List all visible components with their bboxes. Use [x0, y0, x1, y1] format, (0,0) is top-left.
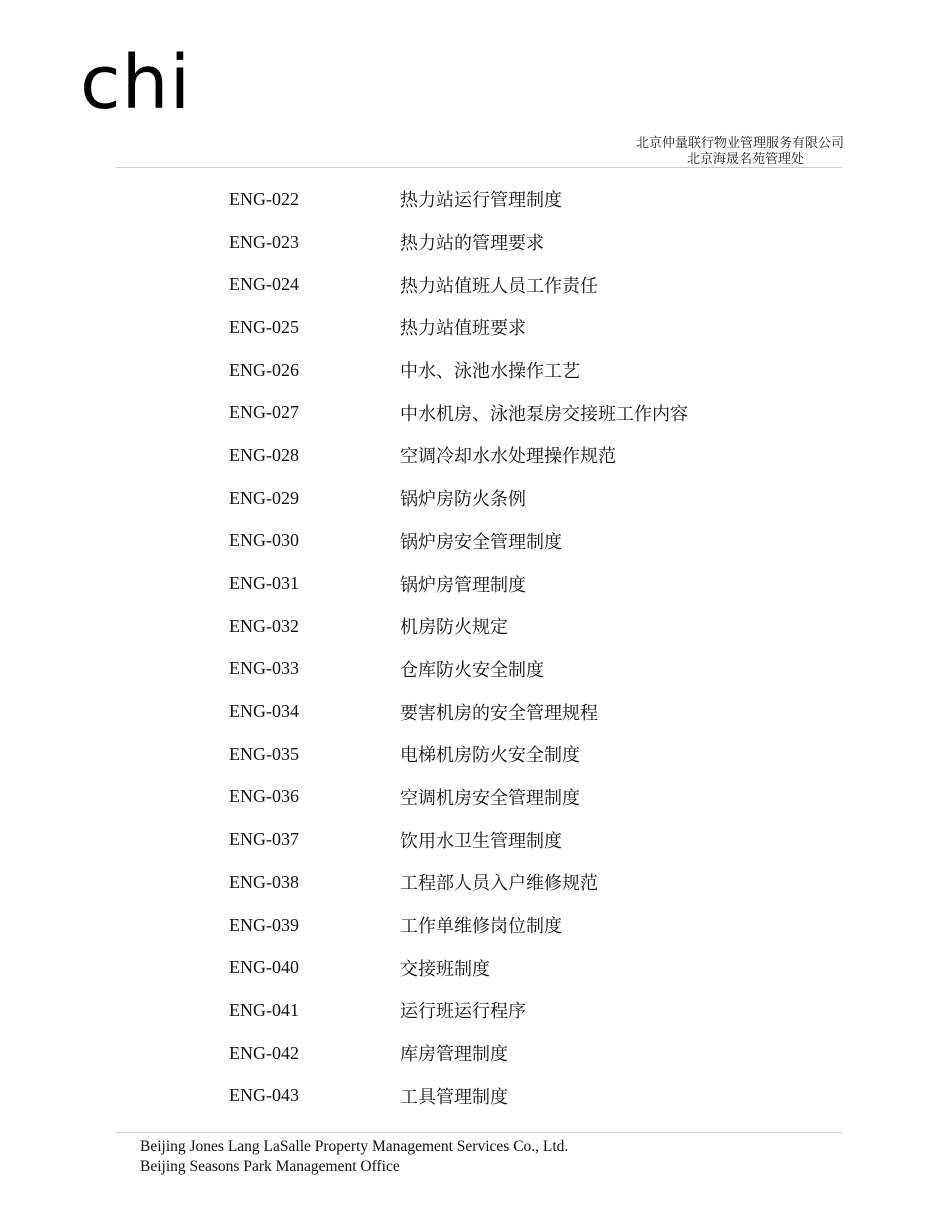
document-code: ENG-027: [229, 402, 299, 423]
document-title: 锅炉房管理制度: [400, 574, 526, 595]
footer: [140, 1137, 568, 1176]
company-name-en: Beijing Jones Lang LaSalle Property Management Services Co., Ltd.: [140, 1138, 569, 1155]
document-code: ENG-032: [229, 615, 299, 636]
document-code: ENG-038: [229, 871, 299, 892]
office-name-en: Beijing Seasons Park Management Office: [140, 1157, 400, 1175]
document-title: 热力站值班人员工作责任: [400, 275, 598, 296]
list-item: [229, 818, 829, 861]
document-title: 热力站的管理要求: [400, 233, 544, 254]
document-code: ENG-030: [229, 530, 299, 551]
document-title: 工作单维修岗位制度: [400, 916, 562, 937]
list-item: [229, 946, 829, 989]
list-item: [229, 562, 829, 605]
list-item: [229, 391, 829, 434]
list-item: [229, 1074, 829, 1117]
list-item: [229, 776, 829, 819]
document-title: 空调机房安全管理制度: [400, 787, 580, 808]
document-code: ENG-024: [229, 274, 299, 295]
list-item: [229, 605, 829, 648]
document-title: 工程部人员入户维修规范: [400, 873, 598, 894]
document-code: ENG-028: [229, 444, 299, 465]
footer-divider: [116, 1132, 842, 1133]
list-item: [229, 733, 829, 776]
document-title: 仓库防火安全制度: [400, 659, 544, 680]
document-code: ENG-033: [229, 658, 299, 679]
document-code: ENG-034: [229, 701, 299, 722]
document-title: 空调冷却水水处理操作规范: [400, 446, 616, 467]
document-title: 工具管理制度: [400, 1086, 508, 1107]
list-item: [229, 1032, 829, 1075]
company-logo: chi: [80, 40, 192, 126]
document-title: 中水机房、泳池泵房交接班工作内容: [400, 403, 688, 424]
document-code: ENG-036: [229, 786, 299, 807]
document-code: ENG-035: [229, 743, 299, 764]
document-code: ENG-026: [229, 359, 299, 380]
document-code: ENG-040: [229, 957, 299, 978]
document-title: 库房管理制度: [400, 1044, 508, 1065]
list-item: [229, 989, 829, 1032]
header-company-info: [636, 135, 844, 167]
document-code: ENG-041: [229, 999, 299, 1020]
list-item: [229, 520, 829, 563]
document-title: 热力站运行管理制度: [400, 190, 562, 211]
list-item: [229, 861, 829, 904]
document-title: 热力站值班要求: [400, 318, 526, 339]
document-title: 机房防火规定: [400, 617, 508, 638]
list-item: [229, 306, 829, 349]
document-code: ENG-037: [229, 829, 299, 850]
document-title: 锅炉房防火条例: [400, 489, 526, 510]
document-title: 电梯机房防火安全制度: [400, 745, 580, 766]
list-item: [229, 434, 829, 477]
document-code: ENG-022: [229, 188, 299, 209]
document-title: 运行班运行程序: [400, 1001, 526, 1022]
list-item: [229, 349, 829, 392]
list-item: [229, 221, 829, 264]
document-title: 饮用水卫生管理制度: [400, 830, 562, 851]
header-divider: [116, 167, 842, 168]
document-index-list: [229, 178, 829, 1117]
document-code: ENG-029: [229, 487, 299, 508]
document-title: 交接班制度: [400, 958, 490, 979]
document-code: ENG-023: [229, 231, 299, 252]
list-item: [229, 648, 829, 691]
document-title: 中水、泳池水操作工艺: [400, 361, 580, 382]
document-code: ENG-043: [229, 1085, 299, 1106]
document-title: 要害机房的安全管理规程: [400, 702, 598, 723]
list-item: [229, 178, 829, 221]
list-item: [229, 477, 829, 520]
office-name-cn: 北京海晟名苑管理处: [686, 151, 804, 166]
company-name-cn: 北京仲量联行物业管理服务有限公司: [635, 135, 844, 150]
document-code: ENG-042: [229, 1042, 299, 1063]
document-code: ENG-039: [229, 914, 299, 935]
list-item: [229, 904, 829, 947]
document-title: 锅炉房安全管理制度: [400, 531, 562, 552]
list-item: [229, 690, 829, 733]
document-code: ENG-025: [229, 316, 299, 337]
list-item: [229, 263, 829, 306]
document-code: ENG-031: [229, 573, 299, 594]
